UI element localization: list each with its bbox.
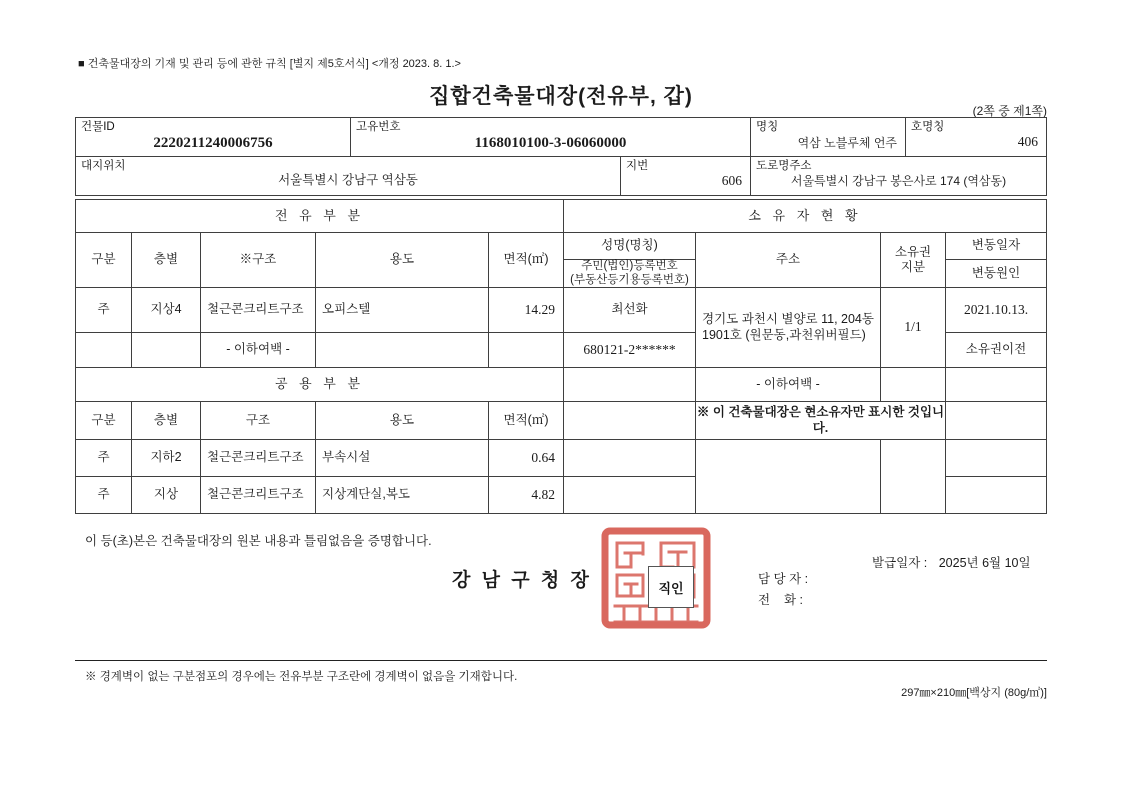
issue-date-line (872, 553, 1031, 571)
empty-cell (945, 401, 1047, 440)
site-location-label: 대지위치 (81, 160, 126, 172)
empty-cell (945, 439, 1047, 477)
blank-below-note: - 이하여백 - (200, 332, 316, 368)
main-table (75, 199, 1047, 514)
table-cell: 4.82 (488, 476, 564, 514)
common-header-floor: 층별 (131, 401, 201, 440)
footer-divider (75, 660, 1047, 661)
footer-note: ※ 경계벽이 없는 구분점포의 경우에는 전유부분 구조란에 경계벽이 없음을 기재합니다. (85, 671, 518, 683)
building-id-value: 2220211240006756 (153, 134, 273, 151)
empty-cell (563, 476, 696, 514)
phone-label: 전 화 : (758, 593, 803, 607)
empty-cell (945, 367, 1047, 402)
owner-blank-note: - 이하여백 - (695, 367, 881, 402)
owner-change-date: 2021.10.13. (945, 287, 1047, 333)
table-cell: 지상4 (131, 287, 201, 333)
table-cell (75, 332, 132, 368)
issuer-title: 강 남 구 청 장 (452, 570, 592, 591)
unique-number-value: 1168010100-3-06060000 (474, 134, 627, 151)
page-title: 집합건축물대장(전유부, 갑) (429, 85, 693, 108)
table-cell: 부속시설 (315, 439, 489, 477)
exclusive-header-use: 용도 (315, 232, 489, 288)
exclusive-header-gubun: 구분 (75, 232, 132, 288)
owner-name: 최선화 (563, 287, 696, 333)
common-header-use: 용도 (315, 401, 489, 440)
issue-date-label: 발급일자 : (872, 556, 928, 570)
exclusive-header-floor: 층별 (131, 232, 201, 288)
exclusive-header-structure: ※구조 (200, 232, 316, 288)
paper-spec: 297㎜×210㎜[백상지 (80g/㎡)] (901, 687, 1047, 699)
table-cell: 지상 (131, 476, 201, 514)
common-header-gubun: 구분 (75, 401, 132, 440)
empty-cell (880, 367, 946, 402)
table-cell: 주 (75, 439, 132, 477)
unit-name-label: 호명칭 (911, 121, 945, 133)
seal-label: 직인 (658, 580, 684, 596)
info-table (75, 117, 1047, 196)
table-cell: 주 (75, 287, 132, 333)
common-section-title: 공 용 부 분 (75, 367, 564, 402)
empty-cell (695, 439, 881, 514)
table-cell (488, 332, 564, 368)
owner-regno: 680121-2****** (563, 332, 696, 368)
building-id-cell (75, 117, 351, 157)
owner-header-regno (563, 259, 696, 288)
table-cell: 주 (75, 476, 132, 514)
common-header-structure: 구조 (200, 401, 316, 440)
lot-number-label: 지번 (626, 160, 649, 172)
common-header-area: 면적(㎡) (488, 401, 564, 440)
lot-number-cell (620, 156, 751, 196)
site-location-cell (75, 156, 621, 196)
exclusive-header-area: 면적(㎡) (488, 232, 564, 288)
owner-change-cause: 소유권이전 (945, 332, 1047, 368)
table-cell: 철근콘크리트구조 (200, 439, 316, 477)
table-cell (131, 332, 201, 368)
owner-header-change-date: 변동일자 (945, 232, 1047, 260)
current-owner-note: ※ 이 건축물대장은 현소유자만 표시한 것입니다. (695, 401, 946, 440)
official-seal-stamp (600, 526, 712, 630)
table-cell: 지하2 (131, 439, 201, 477)
building-id-label: 건물ID (81, 121, 115, 133)
lot-number-value: 606 (721, 173, 742, 189)
officer-label: 담 당 자 : (758, 572, 809, 586)
owner-header-address: 주소 (695, 232, 881, 288)
owner-header-change-cause: 변동원인 (945, 259, 1047, 288)
building-name-label: 명칭 (756, 121, 779, 133)
building-name-cell (750, 117, 906, 157)
owner-share: 1/1 (880, 287, 946, 368)
owner-header-share (880, 232, 946, 288)
unit-name-value: 406 (1017, 134, 1038, 150)
road-address-cell (750, 156, 1047, 196)
table-cell: 철근콘크리트구조 (200, 476, 316, 514)
table-cell: 철근콘크리트구조 (200, 287, 316, 333)
building-name-value: 역삼 노블루체 언주 (797, 136, 897, 150)
empty-cell (563, 439, 696, 477)
exclusive-section-title: 전 유 부 분 (75, 199, 564, 233)
unit-name-cell (905, 117, 1047, 157)
owner-section-title: 소 유 자 현 황 (563, 199, 1047, 233)
owner-header-regno-line2: (부동산등기용등록번호) (570, 273, 689, 286)
empty-cell (880, 439, 946, 514)
owner-header-name: 성명(명칭) (563, 232, 696, 260)
page-indicator: (2쪽 중 제1쪽) (972, 104, 1047, 118)
regulation-notice: ■ 건축물대장의 기재 및 관리 등에 관한 규칙 [별지 제5호서식] <개정 2023. 8. 1.> (78, 58, 461, 70)
table-cell: 0.64 (488, 439, 564, 477)
road-address-label: 도로명주소 (756, 160, 812, 172)
owner-address: 경기도 과천시 별양로 11, 204동 1901호 (원문동,과천위버필드) (695, 287, 881, 368)
table-cell (315, 332, 489, 368)
site-location-value: 서울특별시 강남구 역삼동 (278, 173, 418, 188)
unique-number-cell (350, 117, 751, 157)
empty-cell (563, 401, 696, 440)
owner-header-share-line1: 소유권 (894, 245, 932, 259)
unique-number-label: 고유번호 (356, 121, 401, 133)
empty-cell (563, 367, 696, 402)
certify-statement: 이 등(초)본은 건축물대장의 원본 내용과 틀림없음을 증명합니다. (85, 534, 432, 548)
table-cell: 지상계단실,복도 (315, 476, 489, 514)
issue-date-value: 2025년 6월 10일 (938, 556, 1031, 570)
table-cell: 오피스텔 (315, 287, 489, 333)
seal-label-box (648, 566, 694, 608)
empty-cell (945, 476, 1047, 514)
owner-header-regno-line1: 주민(법인)등록번호 (581, 259, 678, 272)
table-cell: 14.29 (488, 287, 564, 333)
owner-header-share-line2: 지분 (900, 260, 926, 274)
road-address-value: 서울특별시 강남구 봉은사로 174 (역삼동) (790, 174, 1007, 188)
